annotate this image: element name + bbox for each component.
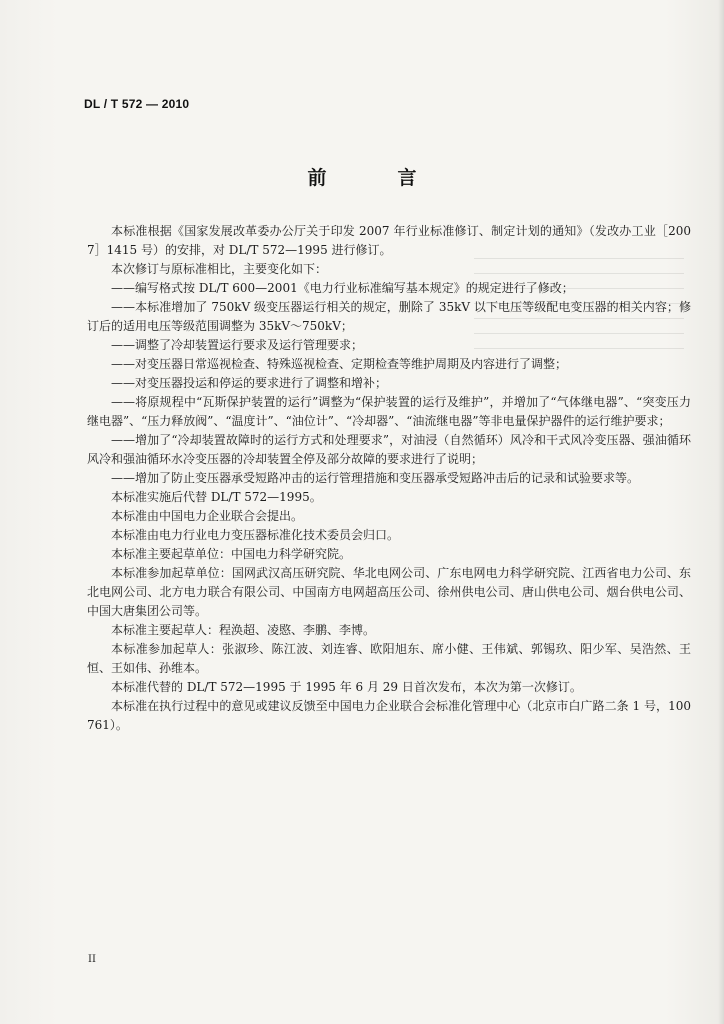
paragraph-managed-by: 本标准由电力行业电力变压器标准化技术委员会归口。 [111, 528, 400, 542]
paragraph-replaces: 本标准实施后代替 DL/T 572—1995。 [111, 490, 322, 504]
page-edge-shadow [718, 0, 724, 1024]
change-item: ——增加了“冷却装置故障时的运行方式和处理要求”，对油浸（自然循环）风冷和干式风冷变压器、强油循环风冷和强油循环水冷变压器的冷却装置全停及部分故障的要求进行了说明； [87, 433, 691, 466]
standard-code-header: DL / T 572 — 2010 [84, 97, 190, 111]
paragraph-proposed-by: 本标准由中国电力企业联合会提出。 [111, 509, 304, 523]
change-item: ——增加了防止变压器承受短路冲击的运行管理措施和变压器承受短路冲击后的记录和试验要求等。 [111, 471, 640, 485]
change-item: ——对变压器投运和停运的要求进行了调整和增补； [111, 376, 388, 390]
change-item: ——本标准增加了 750kV 级变压器运行相关的规定，删除了 35kV 以下电压等级配电变压器的相关内容；修订后的适用电压等级范围调整为 35kV～750kV； [87, 300, 691, 333]
page-title: 前 言 [307, 167, 443, 189]
paragraph-participating-units: 本标准参加起草单位：国网武汉高压研究院、华北电网公司、广东电网电力科学研究院、江西省电力公司、东北电网公司、北方电力联合有限公司、中国南方电网超高压公司、徐州供电公司、唐山供电公司、烟台供电公司、中国大唐集团公司等。 [87, 566, 691, 618]
page-number: II [88, 954, 96, 965]
change-item: ——对变压器日常巡视检查、特殊巡视检查、定期检查等维护周期及内容进行了调整； [111, 357, 568, 371]
paragraph-history: 本标准代替的 DL/T 572—1995 于 1995 年 6 月 29 日首次发布，本次为第一次修订。 [111, 680, 582, 694]
paragraph-main-drafters: 本标准主要起草人：程涣超、凌愍、李鹏、李博。 [111, 623, 376, 637]
change-item: ——编写格式按 DL/T 600—2001《电力行业标准编写基本规定》的规定进行了修改； [111, 281, 574, 295]
paragraph-main-drafting-unit: 本标准主要起草单位：中国电力科学研究院。 [111, 547, 352, 561]
change-item: ——将原规程中“瓦斯保护装置的运行”调整为“保护装置的运行及维护”，并增加了“气体继电器”、“突变压力继电器”、“压力释放阀”、“温度计”、“油位计”、“冷却器”、“油流继电器”等非电量保护器件的运行维护要求； [87, 395, 691, 428]
foreword-body [87, 222, 691, 735]
paragraph-changes-lead: 本次修订与原标准相比，主要变化如下： [111, 262, 328, 276]
paragraph-intro: 本标准根据《国家发展改革委办公厅关于印发 2007 年行业标准修订、制定计划的通知》（发改办工业［2007］1415 号）的安排，对 DL/T 572—1995 进行修订。 [87, 224, 691, 257]
paragraph-participating-drafters: 本标准参加起草人：张淑珍、陈江波、刘连睿、欧阳旭东、席小健、王伟斌、郭锡玖、阳少军、吴浩然、王恒、王如伟、孙维本。 [87, 642, 691, 675]
change-item: ——调整了冷却装置运行要求及运行管理要求； [111, 338, 364, 352]
paragraph-feedback: 本标准在执行过程中的意见或建议反馈至中国电力企业联合会标准化管理中心（北京市白广路二条 1 号，100761）。 [87, 699, 691, 732]
